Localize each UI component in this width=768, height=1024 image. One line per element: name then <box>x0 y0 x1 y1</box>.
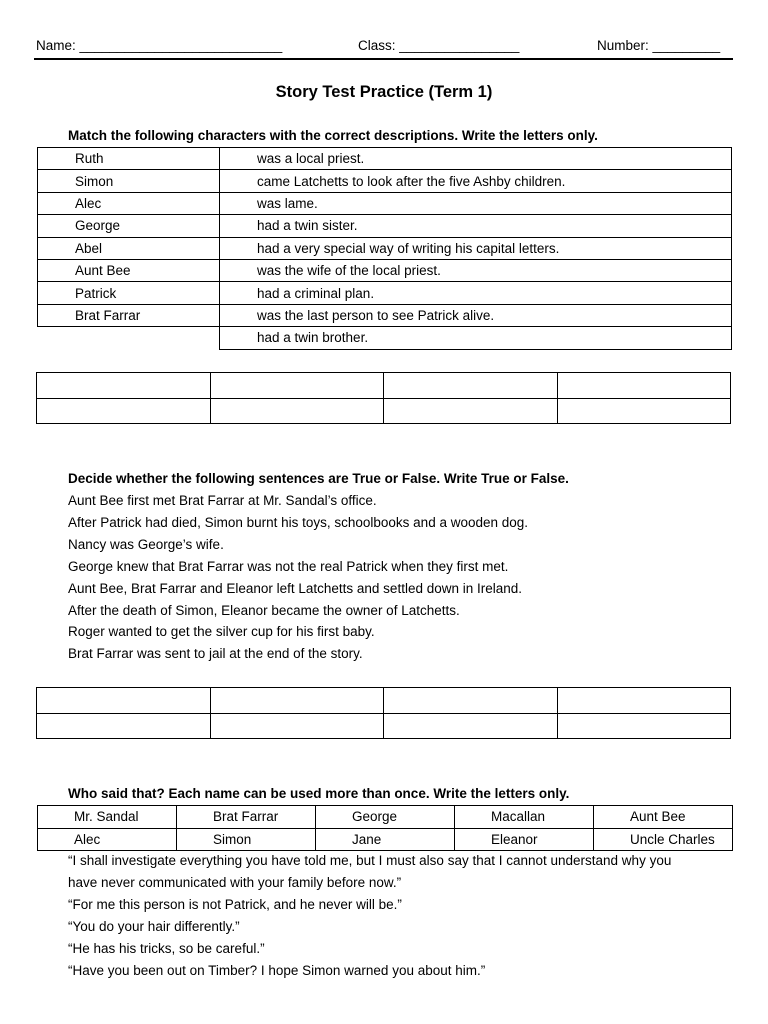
matching-table <box>37 147 732 350</box>
header-number-field[interactable]: Number: _________ <box>597 38 721 53</box>
answer-grid-2 <box>36 687 731 739</box>
matching-row <box>38 237 732 259</box>
description-cell: was the last person to see Patrick alive. <box>220 304 732 326</box>
header-class-field[interactable]: Class: ________________ <box>358 38 520 53</box>
section1-instruction: Match the following characters with the correct descriptions. Write the letters only. <box>68 128 598 143</box>
speaker-name-cell: George <box>316 806 455 829</box>
matching-row <box>38 192 732 214</box>
answer-cell[interactable] <box>210 373 384 399</box>
matching-row <box>38 282 732 304</box>
matching-row <box>38 148 732 170</box>
character-cell: Aunt Bee <box>38 259 220 281</box>
matching-row <box>38 304 732 326</box>
answer-cell[interactable] <box>37 713 211 739</box>
description-cell: had a very special way of writing his capital letters. <box>220 237 732 259</box>
answer-cell[interactable] <box>557 373 731 399</box>
speaker-name-cell: Brat Farrar <box>177 806 316 829</box>
names-row <box>38 828 733 851</box>
quote-line: “Have you been out on Timber? I hope Simon warned you about him.” <box>68 963 486 978</box>
character-cell <box>38 327 220 349</box>
answer-cell[interactable] <box>384 713 558 739</box>
answer-cell[interactable] <box>557 688 731 714</box>
quote-line: have never communicated with your family before now.” <box>68 875 402 890</box>
sentence-item: George knew that Brat Farrar was not the real Patrick when they first met. <box>68 558 509 574</box>
matching-row <box>38 259 732 281</box>
character-cell: Simon <box>38 170 220 192</box>
answer-cell[interactable] <box>384 688 558 714</box>
answer-grid-1 <box>36 372 731 424</box>
description-cell: had a twin brother. <box>220 327 732 349</box>
matching-row <box>38 215 732 237</box>
character-cell: George <box>38 215 220 237</box>
sentence-item: Roger wanted to get the silver cup for his first baby. <box>68 624 375 640</box>
sentence-item: After the death of Simon, Eleanor became the owner of Latchetts. <box>68 602 460 618</box>
answer-cell[interactable] <box>557 398 731 424</box>
speaker-name-cell: Aunt Bee <box>594 806 733 829</box>
header-divider <box>34 58 733 60</box>
sentence-item: After Patrick had died, Simon burnt his toys, schoolbooks and a wooden dog. <box>68 514 529 530</box>
speaker-name-cell: Jane <box>316 828 455 851</box>
speaker-name-cell: Eleanor <box>455 828 594 851</box>
section2-instruction: Decide whether the following sentences are True or False. Write True or False. <box>68 471 569 486</box>
character-cell: Patrick <box>38 282 220 304</box>
answer-cell[interactable] <box>557 713 731 739</box>
description-cell: came Latchetts to look after the five Ashby children. <box>220 170 732 192</box>
speaker-name-cell: Mr. Sandal <box>38 806 177 829</box>
quote-line: “I shall investigate everything you have told me, but I must also say that I cannot understand why you <box>68 853 672 868</box>
section3-instruction: Who said that? Each name can be used more than once. Write the letters only. <box>68 786 570 801</box>
description-cell: had a criminal plan. <box>220 282 732 304</box>
header-name-field[interactable]: Name: ___________________________ <box>36 38 283 53</box>
quote-line: “He has his tricks, so be careful.” <box>68 941 265 956</box>
character-cell: Brat Farrar <box>38 304 220 326</box>
character-cell: Alec <box>38 192 220 214</box>
quote-line: “For me this person is not Patrick, and he never will be.” <box>68 897 402 912</box>
speaker-name-cell: Alec <box>38 828 177 851</box>
sentence-item: Nancy was George’s wife. <box>68 536 224 552</box>
matching-row <box>38 170 732 192</box>
description-cell: was a local priest. <box>220 148 732 170</box>
character-cell: Abel <box>38 237 220 259</box>
answer-cell[interactable] <box>210 688 384 714</box>
answer-cell[interactable] <box>37 688 211 714</box>
speaker-name-cell: Simon <box>177 828 316 851</box>
names-row <box>38 806 733 829</box>
speaker-names-table <box>37 805 733 851</box>
answer-cell[interactable] <box>384 373 558 399</box>
sentence-item: Brat Farrar was sent to jail at the end of the story. <box>68 646 363 662</box>
description-cell: was the wife of the local priest. <box>220 259 732 281</box>
answer-cell[interactable] <box>37 373 211 399</box>
answer-cell[interactable] <box>384 398 558 424</box>
speaker-name-cell: Uncle Charles <box>594 828 733 851</box>
sentence-item: Aunt Bee, Brat Farrar and Eleanor left Latchetts and settled down in Ireland. <box>68 580 523 596</box>
answer-cell[interactable] <box>210 713 384 739</box>
matching-row <box>38 327 732 349</box>
answer-cell[interactable] <box>37 398 211 424</box>
character-cell: Ruth <box>38 148 220 170</box>
description-cell: had a twin sister. <box>220 215 732 237</box>
description-cell: was lame. <box>220 192 732 214</box>
sentence-item: Aunt Bee first met Brat Farrar at Mr. Sandal’s office. <box>68 493 377 508</box>
speaker-name-cell: Macallan <box>455 806 594 829</box>
quote-line: “You do your hair differently.” <box>68 919 240 934</box>
page-title: Story Test Practice (Term 1) <box>275 83 493 101</box>
answer-cell[interactable] <box>210 398 384 424</box>
